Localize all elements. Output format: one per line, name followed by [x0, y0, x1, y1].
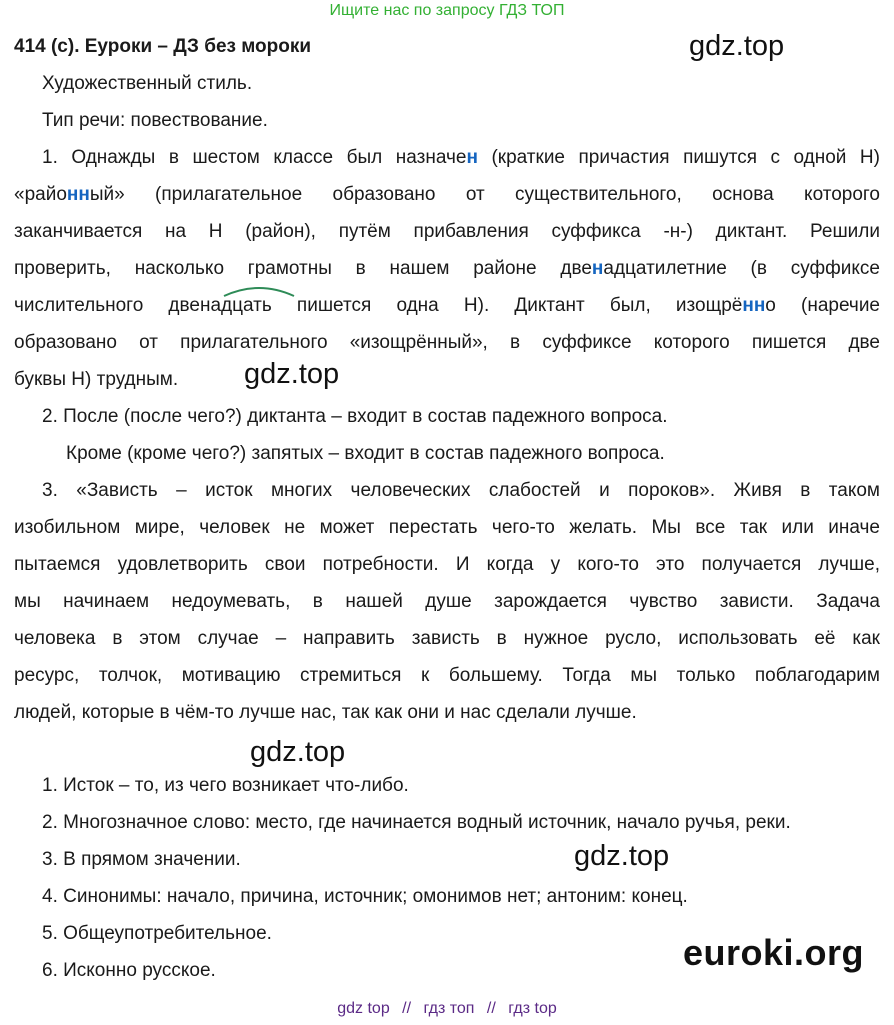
list-item: 2. Многозначное слово: место, где начинается водный источник, начало ручья, реки.: [42, 812, 791, 833]
footer-separator: //: [486, 1000, 496, 1017]
paragraph-1-line-6: образовано от прилагательного «изощрённый», в суффиксе которого пишется две: [14, 332, 880, 353]
footer-link-gdz-top-ru[interactable]: гдз топ: [423, 1000, 475, 1017]
paragraph-1-line-1: 1. Однажды в шестом классе был назначен (краткие причастия пишутся с одной Н): [42, 147, 880, 168]
paragraph-2-line-2: Кроме (кроме чего?) запятых – входит в состав падежного вопроса.: [66, 443, 665, 464]
search-banner[interactable]: Ищите нас по запросу ГДЗ ТОП: [329, 2, 565, 19]
watermark: gdz.top: [574, 840, 670, 872]
paragraph-3-line: изобильном мире, человек не может перестать чего-то желать. Мы все так или иначе: [14, 517, 880, 538]
list-item: 5. Общеупотребительное.: [42, 923, 272, 944]
speech-type-line: Тип речи: повествование.: [42, 110, 268, 131]
footer-link-gdz-top[interactable]: gdz top: [337, 1000, 390, 1017]
paragraph-1-line-7: буквы Н) трудным.: [14, 369, 179, 390]
footer-link-gdz-top-mixed[interactable]: гдз top: [508, 1000, 557, 1017]
paragraph-3-line: человека в этом случае – направить зависть в нужное русло, использовать её как: [14, 628, 880, 649]
highlight-n: н: [591, 258, 604, 279]
paragraph-3-line: людей, которые в чём-то лучше нас, так как они и нас сделали лучше.: [14, 702, 637, 723]
paragraph-2-line-1: 2. После (после чего?) диктанта – входит в состав падежного вопроса.: [42, 406, 668, 427]
watermark: gdz.top: [244, 358, 340, 390]
suffix-arc-mark: [222, 284, 296, 298]
highlight-nn: нн: [742, 295, 766, 316]
paragraph-1-line-2: «районный» (прилагательное образовано от существительного, основа которого: [14, 184, 880, 205]
paragraph-1-line-3: заканчивается на Н (район), путём прибавления суффикса -н-) диктант. Решили: [14, 221, 880, 242]
euroki-logo: euroki.org: [683, 932, 865, 973]
suffix-marked: надцать: [199, 295, 272, 316]
paragraph-3-line: мы начинаем недоумевать, в нашей душе зарождается чувство зависти. Задача: [14, 591, 880, 612]
list-item: 6. Исконно русское.: [42, 960, 216, 981]
footer-links: [0, 1000, 894, 1018]
paragraph-1-line-5: числительного двенадцать пишется одна Н). Диктант был, изощрённо (наречие: [14, 295, 880, 316]
style-line: Художественный стиль.: [42, 73, 253, 94]
paragraph-3-line: 3. «Зависть – исток многих человеческих слабостей и пороков». Живя в таком: [42, 480, 880, 501]
paragraph-3-line: пытаемся удовлетворить свои потребности. И когда у кого-то это получается лучше,: [14, 554, 880, 575]
watermark: gdz.top: [689, 30, 785, 62]
page-title: 414 (с). Еуроки – ДЗ без мороки: [14, 36, 312, 57]
list-item: 3. В прямом значении.: [42, 849, 241, 870]
highlight-n: н: [466, 147, 478, 168]
paragraph-1-line-4: проверить, насколько грамотны в нашем районе двенадцатилетние (в суффиксе: [14, 258, 880, 279]
list-item: 1. Исток – то, из чего возникает что-либо.: [42, 775, 409, 796]
watermark: gdz.top: [250, 736, 346, 768]
paragraph-3-line: ресурс, толчок, мотивацию стремиться к большему. Тогда мы только поблагодарим: [14, 665, 880, 686]
list-item: 4. Синонимы: начало, причина, источник; омонимов нет; антоним: конец.: [42, 886, 688, 907]
highlight-nn: нн: [66, 184, 90, 205]
footer-separator: //: [402, 1000, 412, 1017]
